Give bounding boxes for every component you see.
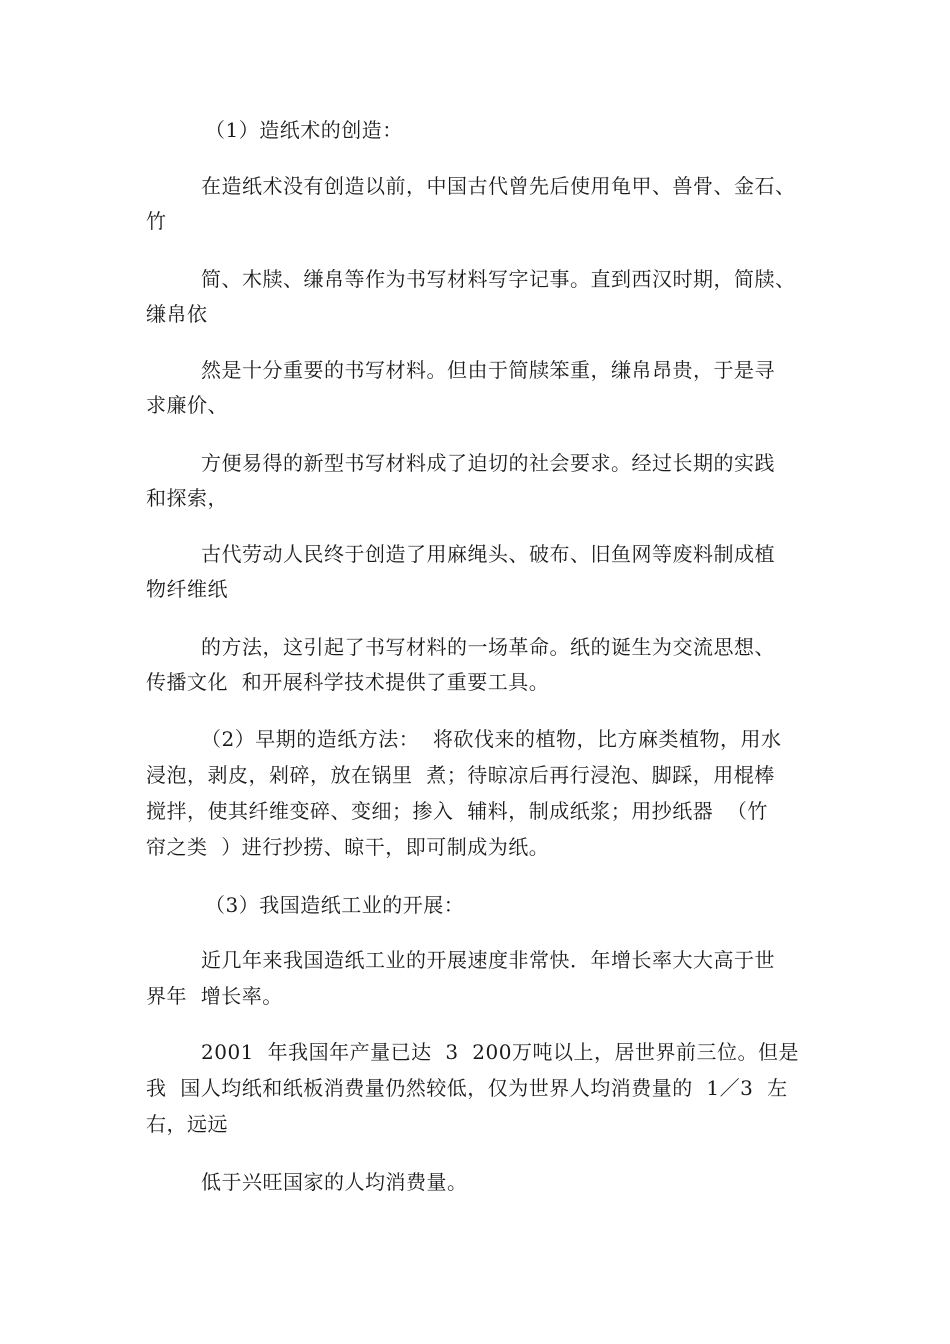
paragraph-line: 近几年来我国造纸工业的开展速度非常快．年增长率大大高于世	[201, 948, 775, 972]
paragraph-line: 界年 增长率。	[146, 984, 283, 1008]
paragraph-line: 古代劳动人民终于创造了用麻绳头、破布、旧鱼网等废料制成植	[201, 542, 775, 566]
paragraph-line: 右，远远	[146, 1112, 228, 1136]
paragraph-line: 在造纸术没有创造以前，中国古代曾先后使用龟甲、兽骨、金石、	[201, 174, 796, 198]
paragraph-line: 简、木牍、缣帛等作为书写材料写字记事。直到西汉时期，简牍、	[201, 267, 796, 291]
paragraph-line: 低于兴旺国家的人均消费量。	[201, 1170, 468, 1194]
paragraph-line: 竹	[146, 209, 167, 233]
paragraph-line: （2）早期的造纸方法： 将砍伐来的植物，比方麻类植物，用水	[201, 727, 782, 751]
paragraph-line: 方便易得的新型书写材料成了迫切的社会要求。经过长期的实践	[201, 451, 775, 475]
section-heading-3: （3）我国造纸工业的开展：	[205, 893, 465, 917]
paragraph-line: 我 国人均纸和纸板消费量仍然较低，仅为世界人均消费量的 1／3 左	[146, 1076, 788, 1100]
paragraph-line: 然是十分重要的书写材料。但由于简牍笨重，缣帛昂贵，于是寻	[201, 358, 775, 382]
paragraph-line: 的方法，这引起了书写材料的一场革命。纸的诞生为交流思想、	[201, 635, 775, 659]
paragraph-line: 物纤维纸	[146, 577, 228, 601]
paragraph-line: 2001 年我国年产量已达 3 200万吨以上，居世界前三位。但是	[201, 1040, 799, 1064]
paragraph-line: 传播文化 和开展科学技术提供了重要工具。	[146, 670, 550, 694]
paragraph-line: 求廉价、	[146, 393, 228, 417]
paragraph-line: 和探索，	[146, 486, 228, 510]
paragraph-line: 帘之类 ）进行抄捞、晾干，即可制成为纸。	[146, 835, 550, 859]
paragraph-line: 缣帛依	[146, 302, 208, 326]
paragraph-line: 搅拌，使其纤维变碎、变细；掺入 辅料，制成纸浆；用抄纸器 （竹	[146, 799, 768, 823]
section-heading-1: （1）造纸术的创造：	[205, 118, 403, 142]
paragraph-line: 浸泡，剥皮，剁碎，放在锅里 煮；待晾凉后再行浸泡、脚踩，用棍棒	[146, 763, 775, 787]
